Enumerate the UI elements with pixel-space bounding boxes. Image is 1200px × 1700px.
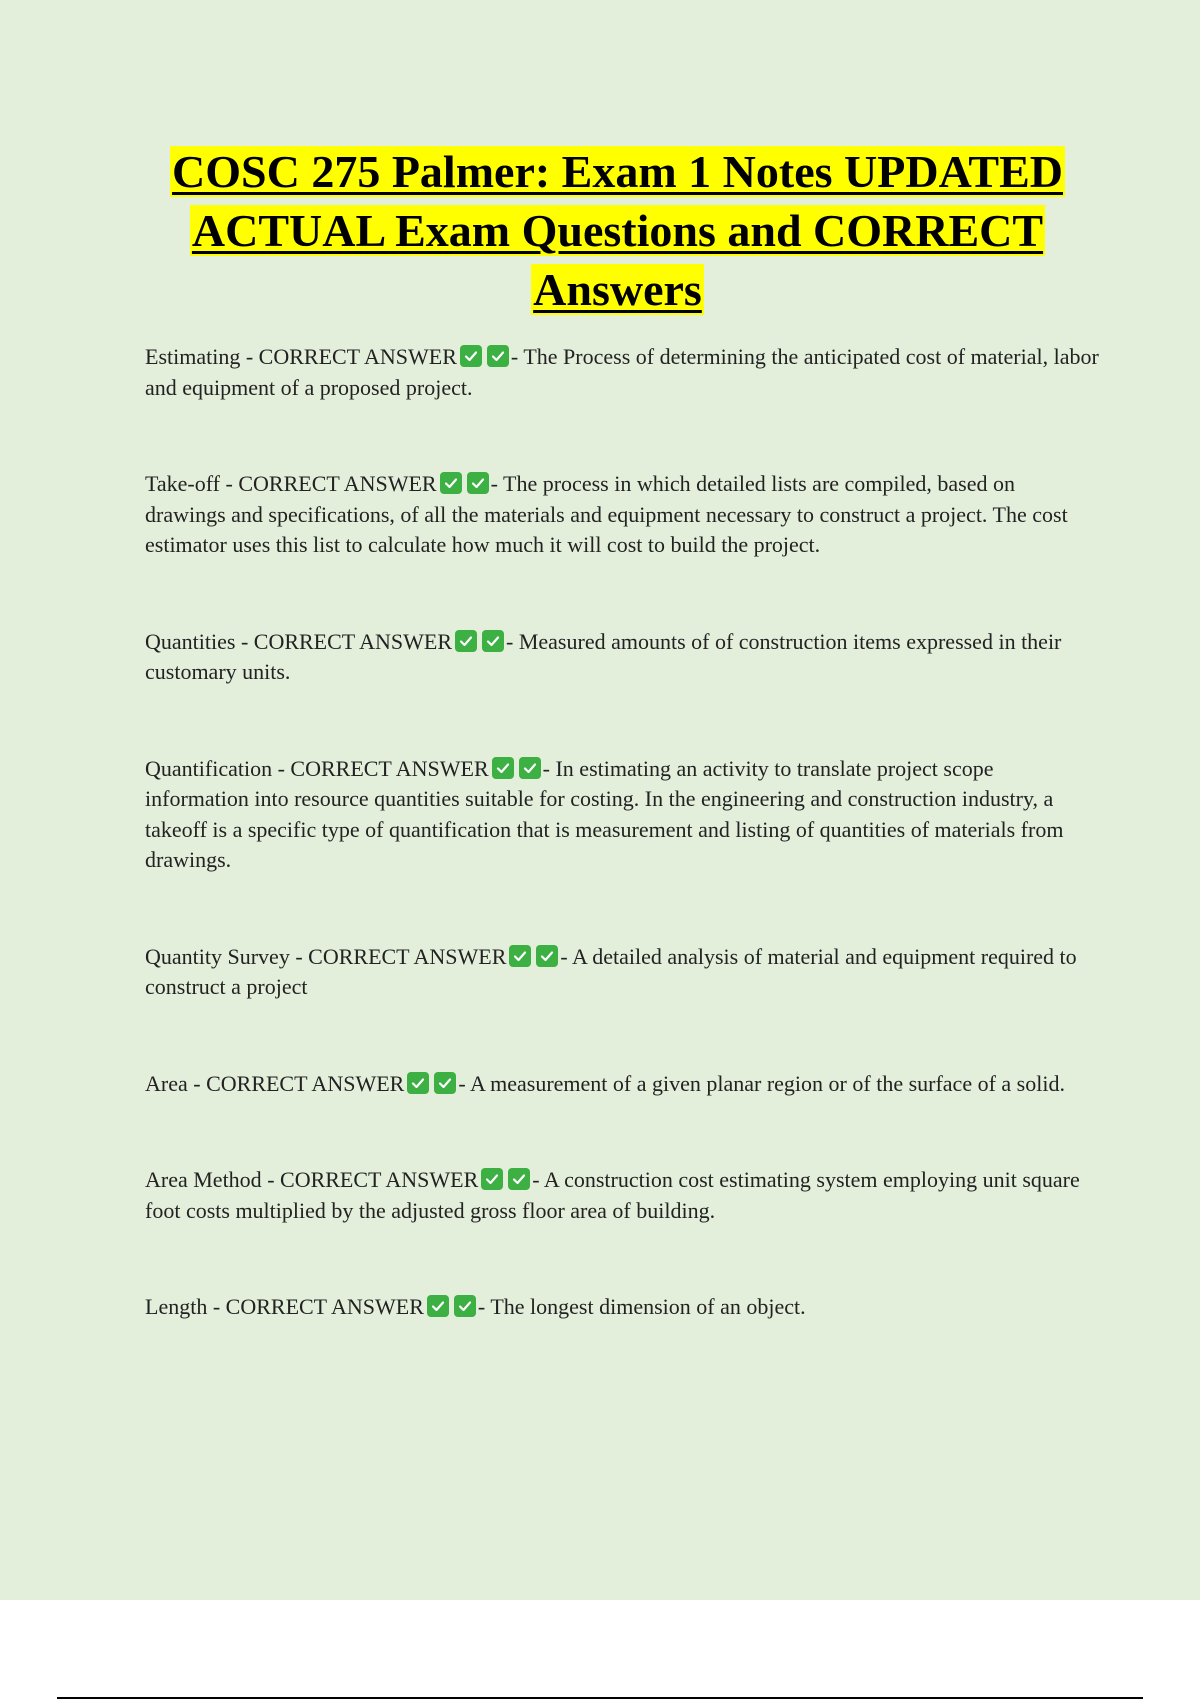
entry-term: Length bbox=[145, 1294, 208, 1319]
qa-entry: Estimating - CORRECT ANSWER - The Process of determining the anticipated cost of material, labor and equipment of a proposed project. bbox=[145, 344, 1099, 400]
qa-entry: Quantification - CORRECT ANSWER - In estimating an activity to translate project scope information into resource quantities suitable for costing. In the engineering and construction industry, a takeoff is a specific type of quantification that is measurement and listing of quantities of materials from drawings. bbox=[145, 755, 1064, 872]
qa-entry: Take-off - CORRECT ANSWER - The process in which detailed lists are compiled, based on drawings and specifications, of all the materials and equipment necessary to construct a project. The cost estimator uses this list to calculate how much it will cost to build the project. bbox=[145, 471, 1068, 557]
correct-answer-label: CORRECT ANSWER bbox=[290, 755, 489, 781]
checkmark-icon bbox=[455, 630, 477, 652]
entry-term: Quantification bbox=[145, 755, 273, 781]
qa-entry: Length - CORRECT ANSWER - The longest dimension of an object. bbox=[145, 1294, 806, 1319]
checkmark-icon bbox=[519, 757, 541, 779]
correct-answer-label: CORRECT ANSWER bbox=[225, 1294, 424, 1319]
entry-term: Area bbox=[145, 1070, 188, 1096]
entry-definition: The longest dimension of an object. bbox=[490, 1294, 806, 1319]
checkmark-icon bbox=[482, 630, 504, 652]
qa-list bbox=[145, 342, 1100, 1389]
checkmark-icon bbox=[487, 345, 509, 367]
entry-definition: The Process of determining the anticipated cost of material, labor and equipment of a proposed project. bbox=[145, 344, 1099, 400]
checkmark-icon bbox=[460, 345, 482, 367]
entry-definition: A detailed analysis of material and equipment required to construct a project bbox=[145, 943, 1077, 999]
title-line-3: Answers bbox=[533, 264, 702, 315]
qa-entry: Area Method - CORRECT ANSWER - A construction cost estimating system employing unit square foot costs multiplied by the adjusted gross floor area of building. bbox=[145, 1167, 1080, 1223]
title-line bbox=[120, 260, 1115, 319]
footer-divider bbox=[57, 1697, 1143, 1699]
title-line bbox=[120, 201, 1115, 260]
title-line-2: ACTUAL Exam Questions and CORRECT bbox=[191, 205, 1044, 256]
correct-answer-label: CORRECT ANSWER bbox=[258, 344, 457, 369]
qa-entry: Quantities - CORRECT ANSWER - Measured amounts of of construction items expressed in their customary units. bbox=[145, 628, 1062, 684]
entry-definition: Measured amounts of of construction items expressed in their customary units. bbox=[145, 628, 1062, 684]
document-title bbox=[120, 142, 1115, 319]
entry-term: Quantities bbox=[145, 628, 236, 654]
entry-definition: A measurement of a given planar region or of the surface of a solid. bbox=[469, 1070, 1065, 1096]
entry-term: Estimating bbox=[145, 344, 241, 369]
checkmark-icon bbox=[407, 1072, 429, 1094]
checkmark-icon bbox=[440, 472, 462, 494]
qa-entry: Area - CORRECT ANSWER - A measurement of a given planar region or of the surface of a solid. bbox=[145, 1070, 1065, 1096]
title-line bbox=[120, 142, 1115, 201]
entry-term: Quantity Survey bbox=[145, 943, 290, 969]
checkmark-icon bbox=[509, 945, 531, 967]
checkmark-icon bbox=[434, 1072, 456, 1094]
checkmark-icon bbox=[467, 472, 489, 494]
correct-answer-label: CORRECT ANSWER bbox=[238, 471, 437, 496]
checkmark-icon bbox=[492, 757, 514, 779]
correct-answer-label: CORRECT ANSWER bbox=[253, 628, 453, 654]
title-line-1: COSC 275 Palmer: Exam 1 Notes UPDATED bbox=[172, 146, 1063, 197]
entry-term: Area Method bbox=[145, 1167, 262, 1192]
checkmark-icon bbox=[508, 1168, 530, 1190]
qa-entry: Quantity Survey - CORRECT ANSWER - A detailed analysis of material and equipment required to construct a project bbox=[145, 943, 1077, 999]
checkmark-icon bbox=[481, 1168, 503, 1190]
checkmark-icon bbox=[536, 945, 558, 967]
entry-term: Take-off bbox=[145, 471, 221, 496]
correct-answer-label: CORRECT ANSWER bbox=[280, 1167, 479, 1192]
correct-answer-label: CORRECT ANSWER bbox=[206, 1070, 405, 1096]
entry-definition: A construction cost estimating system employing unit square foot costs multiplied by the adjusted gross floor area of building. bbox=[145, 1167, 1080, 1223]
checkmark-icon bbox=[427, 1295, 449, 1317]
entry-definition: In estimating an activity to translate project scope information into resource quantities suitable for costing. In the engineering and construction industry, a takeoff is a specific type of quantification that is measurement and listing of quantities of materials from drawings. bbox=[145, 755, 1064, 872]
checkmark-icon bbox=[454, 1295, 476, 1317]
entry-definition: The process in which detailed lists are compiled, based on drawings and specifications, of all the materials and equipment necessary to construct a project. The cost estimator uses this list to calculate how much it will cost to build the project. bbox=[145, 471, 1068, 557]
correct-answer-label: CORRECT ANSWER bbox=[308, 943, 507, 969]
